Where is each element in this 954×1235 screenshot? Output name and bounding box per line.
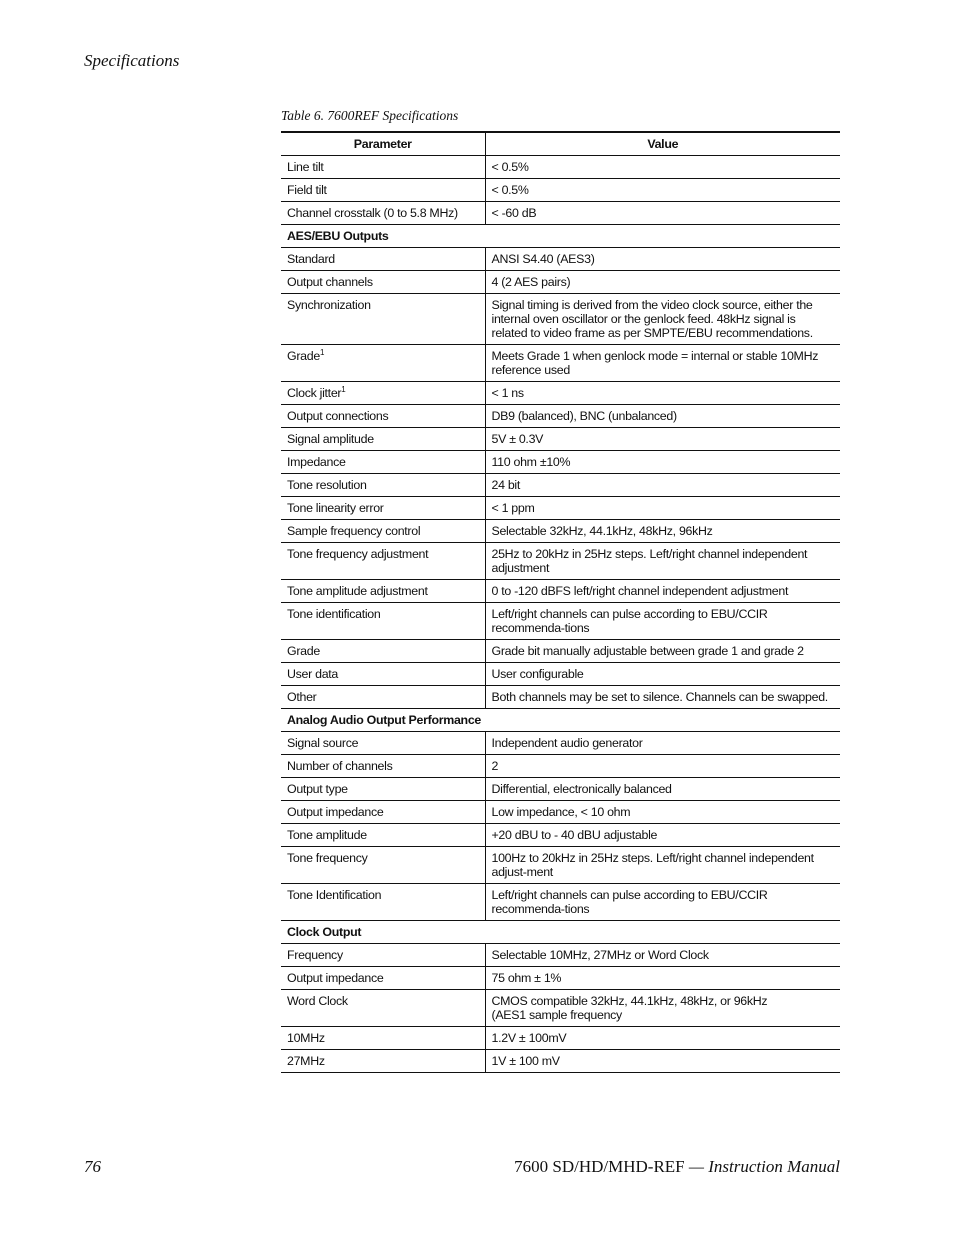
- parameter-cell: [281, 428, 485, 451]
- value-cell: Selectable 32kHz, 44.1kHz, 48kHz, 96kHz: [485, 520, 840, 543]
- value-cell: DB9 (balanced), BNC (unbalanced): [485, 405, 840, 428]
- table-row: [281, 345, 840, 382]
- table-row: [281, 732, 840, 755]
- footnote-marker: 1: [319, 347, 325, 357]
- table-row: [281, 967, 840, 990]
- parameter-label: User data: [287, 667, 339, 681]
- manual-title: [514, 1157, 840, 1177]
- parameter-label: Tone identification: [287, 607, 381, 621]
- parameter-label: Output type: [287, 782, 348, 796]
- parameter-label: Output impedance: [287, 805, 384, 819]
- parameter-label: Tone frequency: [287, 851, 368, 865]
- value-cell: User configurable: [485, 663, 840, 686]
- parameter-cell: [281, 755, 485, 778]
- parameter-cell: [281, 603, 485, 640]
- table-row: [281, 824, 840, 847]
- table-row: [281, 405, 840, 428]
- parameter-cell: [281, 663, 485, 686]
- table-row: [281, 271, 840, 294]
- value-cell: < 0.5%: [485, 156, 840, 179]
- manual-title-main: 7600 SD/HD/MHD-REF: [514, 1157, 685, 1176]
- table-row: [281, 382, 840, 405]
- parameter-label: Frequency: [287, 948, 343, 962]
- running-header: Specifications: [84, 51, 180, 70]
- parameter-cell: [281, 382, 485, 405]
- parameter-label: Grade: [287, 349, 320, 363]
- table-row: [281, 778, 840, 801]
- table-row: [281, 580, 840, 603]
- parameter-label: Impedance: [287, 455, 346, 469]
- parameter-label: Other: [287, 690, 317, 704]
- parameter-cell: [281, 944, 485, 967]
- value-cell: < 1 ppm: [485, 497, 840, 520]
- table-row: [281, 294, 840, 345]
- parameter-label: Standard: [287, 252, 335, 266]
- value-cell: Independent audio generator: [485, 732, 840, 755]
- parameter-cell: [281, 179, 485, 202]
- manual-title-suffix: — Instruction Manual: [684, 1157, 840, 1176]
- parameter-label: Output connections: [287, 409, 389, 423]
- table-caption: Table 6. 7600REF Specifications: [281, 108, 459, 123]
- column-header-value: Value: [485, 132, 840, 156]
- value-cell: < 0.5%: [485, 179, 840, 202]
- parameter-label: Grade: [287, 644, 320, 658]
- parameter-label: Sample frequency control: [287, 524, 421, 538]
- table-row: [281, 497, 840, 520]
- table-row: [281, 202, 840, 225]
- value-cell: +20 dBU to - 40 dBU adjustable: [485, 824, 840, 847]
- parameter-cell: [281, 405, 485, 428]
- parameter-label: Word Clock: [287, 994, 348, 1008]
- parameter-label: Clock jitter: [287, 386, 342, 400]
- table-row: [281, 944, 840, 967]
- parameter-cell: [281, 248, 485, 271]
- value-cell: 2: [485, 755, 840, 778]
- value-cell: Left/right channels can pulse according to EBU/CCIR recommenda-tions: [485, 603, 840, 640]
- table-row: [281, 755, 840, 778]
- parameter-label: 10MHz: [287, 1031, 325, 1045]
- footnote-marker: 1: [341, 384, 346, 394]
- parameter-cell: [281, 967, 485, 990]
- section-row: [281, 709, 840, 732]
- specifications-table: [281, 131, 840, 1073]
- value-cell: Left/right channels can pulse according to EBU/CCIR recommenda-tions: [485, 884, 840, 921]
- table-row: [281, 1050, 840, 1073]
- table-row: [281, 179, 840, 202]
- parameter-cell: [281, 543, 485, 580]
- parameter-cell: [281, 271, 485, 294]
- page-number: 76: [84, 1157, 101, 1176]
- value-cell: 25Hz to 20kHz in 25Hz steps. Left/right channel independent adjustment: [485, 543, 840, 580]
- table-row: [281, 520, 840, 543]
- value-cell: Low impedance, < 10 ohm: [485, 801, 840, 824]
- column-header-parameter: Parameter: [281, 132, 485, 156]
- parameter-label: Tone amplitude adjustment: [287, 584, 428, 598]
- table-row: [281, 603, 840, 640]
- parameter-cell: [281, 1050, 485, 1073]
- value-cell: < -60 dB: [485, 202, 840, 225]
- value-cell: CMOS compatible 32kHz, 44.1kHz, 48kHz, or 96kHz (AES1 sample frequency: [485, 990, 840, 1027]
- value-cell: Meets Grade 1 when genlock mode = internal or stable 10MHz reference used: [485, 345, 840, 382]
- value-cell: Differential, electronically balanced: [485, 778, 840, 801]
- parameter-label: 27MHz: [287, 1054, 325, 1068]
- parameter-label: Output impedance: [287, 971, 384, 985]
- value-cell: ANSI S4.40 (AES3): [485, 248, 840, 271]
- value-cell: 5V ± 0.3V: [485, 428, 840, 451]
- table-header-row: [281, 132, 840, 156]
- section-row: [281, 225, 840, 248]
- table-row: [281, 248, 840, 271]
- table-row: [281, 474, 840, 497]
- parameter-label: Line tilt: [287, 160, 324, 174]
- parameter-label: Tone linearity error: [287, 501, 384, 515]
- parameter-cell: [281, 202, 485, 225]
- parameter-cell: [281, 580, 485, 603]
- parameter-cell: [281, 156, 485, 179]
- value-cell: < 1 ns: [485, 382, 840, 405]
- parameter-cell: [281, 732, 485, 755]
- parameter-label: Channel crosstalk (0 to 5.8 MHz): [287, 206, 458, 220]
- parameter-cell: [281, 451, 485, 474]
- parameter-label: Tone resolution: [287, 478, 367, 492]
- table-row: [281, 663, 840, 686]
- table-row: [281, 801, 840, 824]
- table-row: [281, 990, 840, 1027]
- parameter-cell: [281, 640, 485, 663]
- value-cell: 100Hz to 20kHz in 25Hz steps. Left/right channel independent adjust-ment: [485, 847, 840, 884]
- table-row: [281, 451, 840, 474]
- parameter-label: Signal source: [287, 736, 359, 750]
- parameter-cell: [281, 884, 485, 921]
- table-row: [281, 640, 840, 663]
- parameter-label: Tone Identification: [287, 888, 382, 902]
- parameter-label: Tone frequency adjustment: [287, 547, 429, 561]
- value-cell: 4 (2 AES pairs): [485, 271, 840, 294]
- table-row: [281, 847, 840, 884]
- table-row: [281, 156, 840, 179]
- section-row: [281, 921, 840, 944]
- parameter-cell: [281, 294, 485, 345]
- section-heading: Analog Audio Output Performance: [281, 709, 840, 732]
- parameter-cell: [281, 801, 485, 824]
- value-cell: Selectable 10MHz, 27MHz or Word Clock: [485, 944, 840, 967]
- parameter-cell: [281, 686, 485, 709]
- value-cell: 24 bit: [485, 474, 840, 497]
- parameter-cell: [281, 520, 485, 543]
- parameter-cell: [281, 847, 485, 884]
- section-heading: Clock Output: [281, 921, 840, 944]
- parameter-cell: [281, 824, 485, 847]
- parameter-cell: [281, 990, 485, 1027]
- parameter-label: Number of channels: [287, 759, 393, 773]
- parameter-cell: [281, 345, 485, 382]
- value-cell: 0 to -120 dBFS left/right channel independent adjustment: [485, 580, 840, 603]
- parameter-label: Field tilt: [287, 183, 327, 197]
- value-cell: Grade bit manually adjustable between grade 1 and grade 2: [485, 640, 840, 663]
- table-row: [281, 428, 840, 451]
- section-heading: AES/EBU Outputs: [281, 225, 840, 248]
- value-cell: 1.2V ± 100mV: [485, 1027, 840, 1050]
- parameter-label: Tone amplitude: [287, 828, 367, 842]
- table-row: [281, 543, 840, 580]
- value-cell: Signal timing is derived from the video clock source, either the internal oven oscillator or the genlock feed. 48kHz signal is related to video frame as per SMPTE/EBU recommendations.: [485, 294, 840, 345]
- value-cell: 110 ohm ±10%: [485, 451, 840, 474]
- parameter-label: Output channels: [287, 275, 373, 289]
- parameter-cell: [281, 1027, 485, 1050]
- parameter-cell: [281, 474, 485, 497]
- table-body: [281, 156, 840, 1073]
- value-cell: 75 ohm ± 1%: [485, 967, 840, 990]
- table-row: [281, 1027, 840, 1050]
- value-cell: 1V ± 100 mV: [485, 1050, 840, 1073]
- table-row: [281, 686, 840, 709]
- table-row: [281, 884, 840, 921]
- parameter-label: Signal amplitude: [287, 432, 374, 446]
- value-cell: Both channels may be set to silence. Channels can be swapped.: [485, 686, 840, 709]
- parameter-label: Synchronization: [287, 298, 371, 312]
- parameter-cell: [281, 778, 485, 801]
- parameter-cell: [281, 497, 485, 520]
